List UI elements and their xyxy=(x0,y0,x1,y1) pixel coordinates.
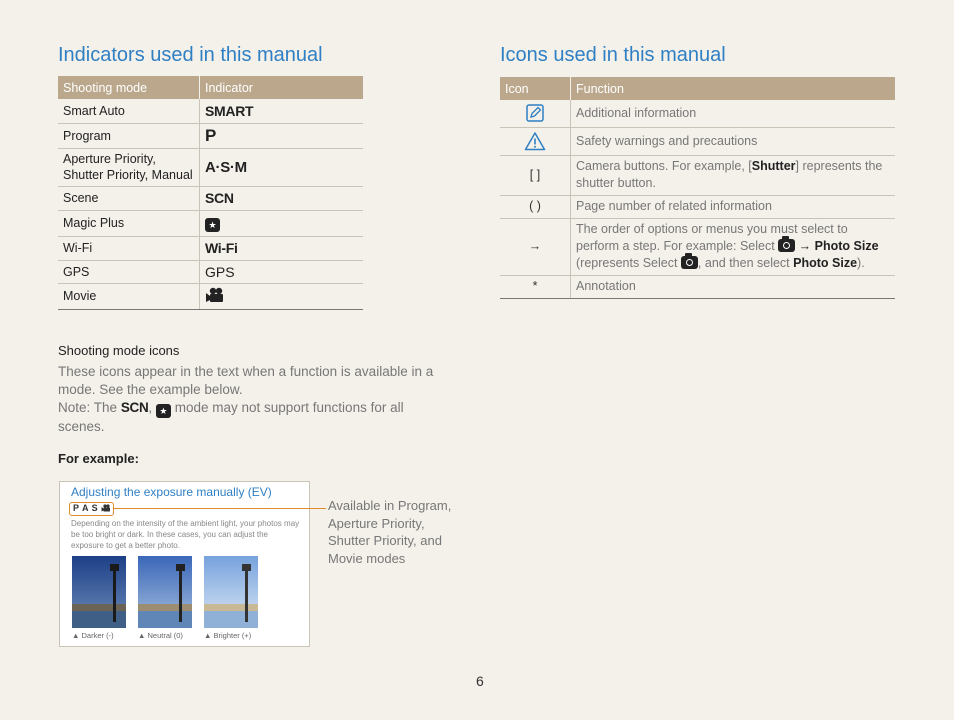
table-row: → The order of options or menus you must select to perform a step. For example: Select → Photo Size (represents Select , and then select Photo Size). xyxy=(500,218,895,275)
example-box xyxy=(59,481,310,647)
movie-camera-icon xyxy=(205,287,225,303)
table-row: Safety warnings and precautions xyxy=(500,127,895,155)
shooting-mode-icons-section xyxy=(58,343,443,436)
callout-text: Available in Program, Aperture Priority, Shutter Priority, and Movie modes xyxy=(328,498,452,566)
table-row: Wi-Fi Wi-Fi xyxy=(58,236,363,260)
caption-darker: ▲ Darker (-) xyxy=(72,631,114,640)
table-row: Additional information xyxy=(500,100,895,127)
table-row: Aperture Priority, Shutter Priority, Manual A·S·M xyxy=(58,148,363,186)
camera-icon xyxy=(778,239,795,252)
example-text: Depending on the intensity of the ambient light, your photos may be too bright or dark. In these cases, you can adjust the exposure to get a better photo. xyxy=(71,519,300,550)
indicators-title: Indicators used in this manual xyxy=(58,44,323,66)
asm-indicator: A·S·M xyxy=(200,148,364,186)
col-header-shooting-mode: Shooting mode xyxy=(58,76,200,99)
magic-plus-icon: ★ xyxy=(156,404,171,418)
table-row: Magic Plus ★ xyxy=(58,210,363,236)
col-header-icon: Icon xyxy=(500,77,571,100)
photo-neutral xyxy=(138,556,192,628)
scn-indicator: SCN xyxy=(200,186,364,210)
table-row: GPS GPS xyxy=(58,260,363,283)
scn-indicator: SCN xyxy=(120,400,149,415)
caption-neutral: ▲ Neutral (0) xyxy=(138,631,183,640)
gps-indicator: GPS xyxy=(200,260,364,283)
smart-indicator: SMART xyxy=(200,99,364,123)
mode-icons-badge: P A S xyxy=(69,502,114,516)
note-pencil-icon xyxy=(525,103,545,123)
table-row: * Annotation xyxy=(500,275,895,298)
table-row: [ ] Camera buttons. For example, [Shutter] represents the shutter button. xyxy=(500,155,895,195)
example-label: For example: xyxy=(58,451,139,466)
movie-camera-icon xyxy=(101,504,111,512)
table-row: Program P xyxy=(58,123,363,148)
section-text: These icons appear in the text when a function is available in a mode. See the example below. xyxy=(58,364,434,397)
col-header-function: Function xyxy=(571,77,896,100)
wifi-indicator: Wi-Fi xyxy=(200,236,364,260)
col-header-indicator: Indicator xyxy=(200,76,364,99)
indicators-table xyxy=(58,76,363,310)
warning-triangle-icon xyxy=(524,131,546,151)
table-row: ( ) Page number of related information xyxy=(500,195,895,218)
camera-icon xyxy=(681,256,698,269)
caption-brighter: ▲ Brighter (+) xyxy=(204,631,252,640)
table-row: Movie xyxy=(58,283,363,309)
callout-line xyxy=(114,508,326,509)
section-note: Note: The SCN, ★ mode may not support functions for all scenes. xyxy=(58,400,404,434)
table-row: Scene SCN xyxy=(58,186,363,210)
section-heading: Shooting mode icons xyxy=(58,343,180,358)
photo-brighter xyxy=(204,556,258,628)
example-title: Adjusting the exposure manually (EV) xyxy=(71,485,272,499)
icons-title: Icons used in this manual xyxy=(500,44,726,66)
program-indicator: P xyxy=(200,123,364,148)
table-row: Smart Auto SMART xyxy=(58,99,363,123)
page-number: 6 xyxy=(476,673,484,689)
magic-plus-icon: ★ xyxy=(205,218,220,232)
icons-table xyxy=(500,77,895,299)
photo-darker xyxy=(72,556,126,628)
